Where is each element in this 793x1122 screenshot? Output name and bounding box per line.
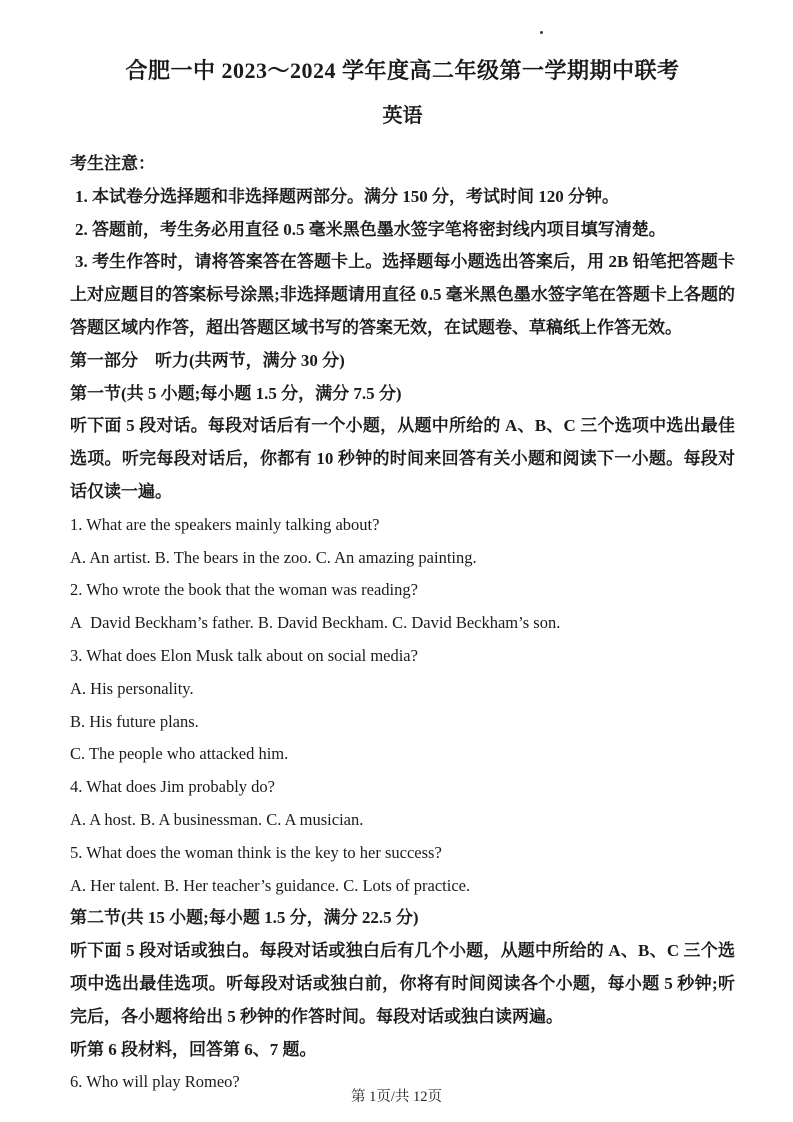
exam-body — [70, 148, 735, 1099]
notice-item-3: 3. 考生作答时，请将答案答在答题卡上。选择题每小题选出答案后，用 2B 铅笔把答题卡上对应题目的答案标号涂黑;非选择题请用直径 0.5 毫米黑色墨水签字笔在答题卡上各题的答题区域内作答，超出答题区域书写的答案无效，在试题卷、草稿纸上作答无效。 — [70, 252, 735, 337]
question-2-text: 2. Who wrote the book that the woman was reading? — [70, 580, 418, 600]
question-4-text: 4. What does Jim probably do? — [70, 777, 275, 797]
part1-heading: 第一部分 听力(共两节，满分 30 分) — [70, 350, 345, 370]
notice-item-2: 2. 答题前，考生务必用直径 0.5 毫米黑色墨水签字笔将密封线内项目填写清楚。 — [75, 219, 666, 239]
question-3-option-a: A. His personality. — [70, 678, 194, 698]
stray-mark — [540, 31, 543, 34]
section2-material-prompt: 听第 6 段材料，回答第 6、7 题。 — [70, 1039, 317, 1059]
question-5-text: 5. What does the woman think is the key to her success? — [70, 842, 442, 862]
notice-item-1: 1. 本试卷分选择题和非选择题两部分。满分 150 分，考试时间 120 分钟。 — [75, 186, 619, 206]
section2-instructions: 听下面 5 段对话或独白。每段对话或独白后有几个小题，从题中所给的 A、B、C 三个选项中选出最佳选项。听每段对话或独白前，你将有时间阅读各个小题，每小题 5 秒钟;听完后，各小题将给出 5 秒钟的作答时间。每段对话或独白读两遍。 — [70, 941, 735, 1026]
exam-subject: 英语 — [382, 105, 423, 127]
question-1-text: 1. What are the speakers mainly talking about? — [70, 514, 380, 534]
question-6-text: 6. Who will play Romeo? — [70, 1072, 240, 1092]
question-4-options: A. A host. B. A businessman. C. A musician. — [70, 809, 364, 829]
question-3-option-b: B. His future plans. — [70, 711, 199, 731]
section2-heading: 第二节(共 15 小题;每小题 1.5 分，满分 22.5 分) — [70, 908, 419, 928]
question-2-options: A David Beckham’s father. B. David Beckham. C. David Beckham’s son. — [70, 613, 561, 633]
question-1-options: A. An artist. B. The bears in the zoo. C. An amazing painting. — [70, 547, 477, 567]
exam-title: 合肥一中 2023～2024 学年度高二年级第一学期期中联考 — [125, 58, 680, 83]
page-number-indicator: 第 1页/共 12页 — [350, 1089, 443, 1105]
question-3-option-c: C. The people who attacked him. — [70, 744, 289, 764]
notice-heading: 考生注意： — [70, 154, 155, 173]
question-5-options: A. Her talent. B. Her teacher’s guidance. C. Lots of practice. — [70, 875, 471, 895]
section1-instructions: 听下面 5 段对话。每段对话后有一个小题，从题中所给的 A、B、C 三个选项中选出最佳选项。听完每段对话后，你都有 10 秒钟的时间来回答有关小题和阅读下一小题。每段对话仅读一遍。 — [70, 416, 735, 501]
question-3-text: 3. What does Elon Musk talk about on social media? — [70, 645, 418, 665]
section1-heading: 第一节(共 5 小题;每小题 1.5 分，满分 7.5 分) — [70, 383, 402, 403]
